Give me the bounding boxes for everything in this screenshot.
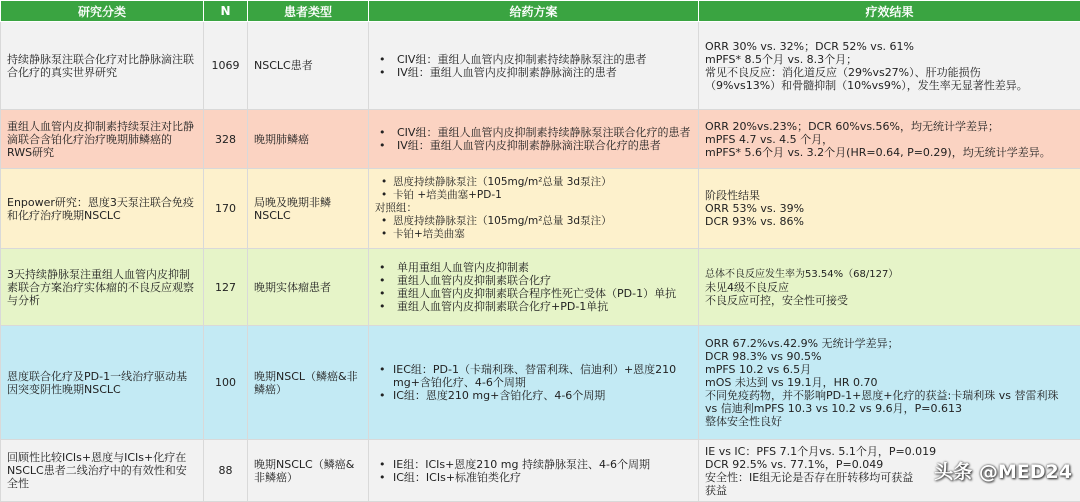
result-line: ORR 67.2%vs.42.9% 无统计学差异； [705,337,1074,350]
result-line: ORR 20%vs.23%；DCR 60%vs.56%，均无统计学差异； [705,120,1074,133]
result-line: 常见不良反应：消化道反应（29%vs27%）、肝功能损伤 [705,66,1074,79]
row-patient-type: 晚期实体瘤患者 [248,249,369,326]
regimen-item: • IC组：ICIs+标准铂类化疗 [379,471,692,484]
result-line: 整体安全性良好 [705,415,1074,428]
row-patient-type: 局晚及晚期非鳞NSCLC [248,169,369,249]
table-row [1,326,1080,440]
row-n: 1069 [204,22,248,110]
row-n: 88 [204,440,248,502]
header-row [1,1,1080,22]
regimen-item: • 恩度持续静脉泵注（105mg/m²总量 3d泵注） [375,176,692,189]
row-regimen [369,440,699,502]
header-category: 研究分类 [1,1,204,22]
result-line: mPFS 4.7 vs. 4.5 个月， [705,133,1074,146]
table-row [1,22,1080,110]
control-item: • 恩度持续静脉泵注（105mg/m²总量 3d泵注） [375,215,692,228]
row-category: 持续静脉泵注联合化疗对比静脉滴注联合化疗的真实世界研究 [1,22,204,110]
result-line: DCR 93% vs. 86% [705,215,1074,228]
regimen-item: • IV组：重组人血管内皮抑制素静脉滴注的患者 [379,66,692,79]
result-line: （9%vs13%）和骨髓抑制（10%vs9%），发生率无显著性差异。 [705,79,1074,92]
result-line: mPFS* 8.5个月 vs. 8.3个月； [705,53,1074,66]
table-row [1,169,1080,249]
result-line: 不同免疫药物，并不影响PD-1+恩度+化疗的获益:卡瑞利珠 vs 替雷利珠 vs 信迪利mPFS 10.3 vs 10.2 vs 9.6月，P=0.613 [705,389,1074,415]
row-results [699,22,1080,110]
table-row [1,110,1080,169]
result-line: mPFS* 5.6个月 vs. 3.2个月(HR=0.64, P=0.29)，均无统计学差异。 [705,146,1074,159]
header-results: 疗效结果 [699,1,1080,22]
row-regimen [369,22,699,110]
control-item: • 卡铂+培美曲塞 [375,228,692,241]
result-line: 安全性：IE组无论是否存在肝转移均可获益 [705,471,1074,484]
row-regimen [369,326,699,440]
row-patient-type: NSCLC患者 [248,22,369,110]
control-group-label: 对照组： [375,202,692,215]
regimen-item: • IC组：恩度210 mg+含铂化疗、4-6个周期 [379,389,692,402]
row-category: 回顾性比较ICIs+恩度与ICIs+化疗在NSCLC患者二线治疗中的有效性和安全性 [1,440,204,502]
result-line: DCR 98.3% vs 90.5% [705,350,1074,363]
result-line: ORR 53% vs. 39% [705,202,1074,215]
row-n: 127 [204,249,248,326]
row-patient-type: 晚期肺鳞癌 [248,110,369,169]
regimen-item: • IE组：ICIs+恩度210 mg 持续静脉泵注、4-6个周期 [379,458,692,471]
row-results [699,110,1080,169]
result-line: IE vs IC：PFS 7.1个月vs. 5.1个月，P=0.019 [705,445,1074,458]
result-line: 不良反应可控，安全性可接受 [705,294,1074,307]
row-n: 170 [204,169,248,249]
regimen-item: • IEC组：PD-1（卡瑞利珠、替雷利珠、信迪利）+恩度210 mg+含铂化疗、4-6个周期 [379,363,692,389]
row-category: 3天持续静脉泵注重组人血管内皮抑制素联合方案治疗实体瘤的不良反应观察与分析 [1,249,204,326]
row-patient-type: 晚期NSCL（鳞癌&非鳞癌） [248,326,369,440]
result-line: DCR 92.5% vs. 77.1%，P=0.049 [705,458,1074,471]
result-line: 阶段性结果 [705,189,1074,202]
regimen-item: • 重组人血管内皮抑制素联合化疗+PD-1单抗 [379,300,692,313]
result-line: 总体不良反应发生率为53.54%（68/127） [705,268,1074,281]
header-n: N [204,1,248,22]
row-n: 100 [204,326,248,440]
regimen-item: • 卡铂 +培美曲塞+PD-1 [375,189,692,202]
header-regimen: 给药方案 [369,1,699,22]
header-patient-type: 患者类型 [248,1,369,22]
row-category: 重组人血管内皮抑制素持续泵注对比静滴联合含铂化疗治疗晚期肺鳞癌的RWS研究 [1,110,204,169]
result-line: mPFS 10.2 vs 6.5月 [705,363,1074,376]
row-regimen [369,169,699,249]
table-row [1,249,1080,326]
result-line: 未见4级不良反应 [705,281,1074,294]
row-regimen [369,110,699,169]
row-regimen [369,249,699,326]
row-results [699,169,1080,249]
result-line: 获益 [705,484,1074,497]
regimen-item: • CIV组：重组人血管内皮抑制素持续静脉泵注联合化疗的患者 [379,126,692,139]
row-n: 328 [204,110,248,169]
row-patient-type: 晚期NSCLC（鳞癌&非鳞癌） [248,440,369,502]
regimen-item: • 重组人血管内皮抑制素联合程序性死亡受体（PD-1）单抗 [379,287,692,300]
regimen-item: • IV组：重组人血管内皮抑制素静脉滴注联合化疗的患者 [379,139,692,152]
regimen-item: • CIV组：重组人血管内皮抑制素持续静脉泵注的患者 [379,53,692,66]
result-line: mOS 未达到 vs 19.1月，HR 0.70 [705,376,1074,389]
row-category: 恩度联合化疗及PD-1一线治疗驱动基因突变阴性晚期NSCLC [1,326,204,440]
table-row [1,440,1080,502]
result-line: ORR 30% vs. 32%；DCR 52% vs. 61% [705,40,1074,53]
row-results [699,326,1080,440]
regimen-item: • 单用重组人血管内皮抑制素 [379,261,692,274]
row-results [699,249,1080,326]
watermark: 头条 @MED24 [934,457,1072,484]
row-category: Enpower研究：恩度3天泵注联合免疫和化疗治疗晚期NSCLC [1,169,204,249]
regimen-item: • 重组人血管内皮抑制素联合化疗 [379,274,692,287]
